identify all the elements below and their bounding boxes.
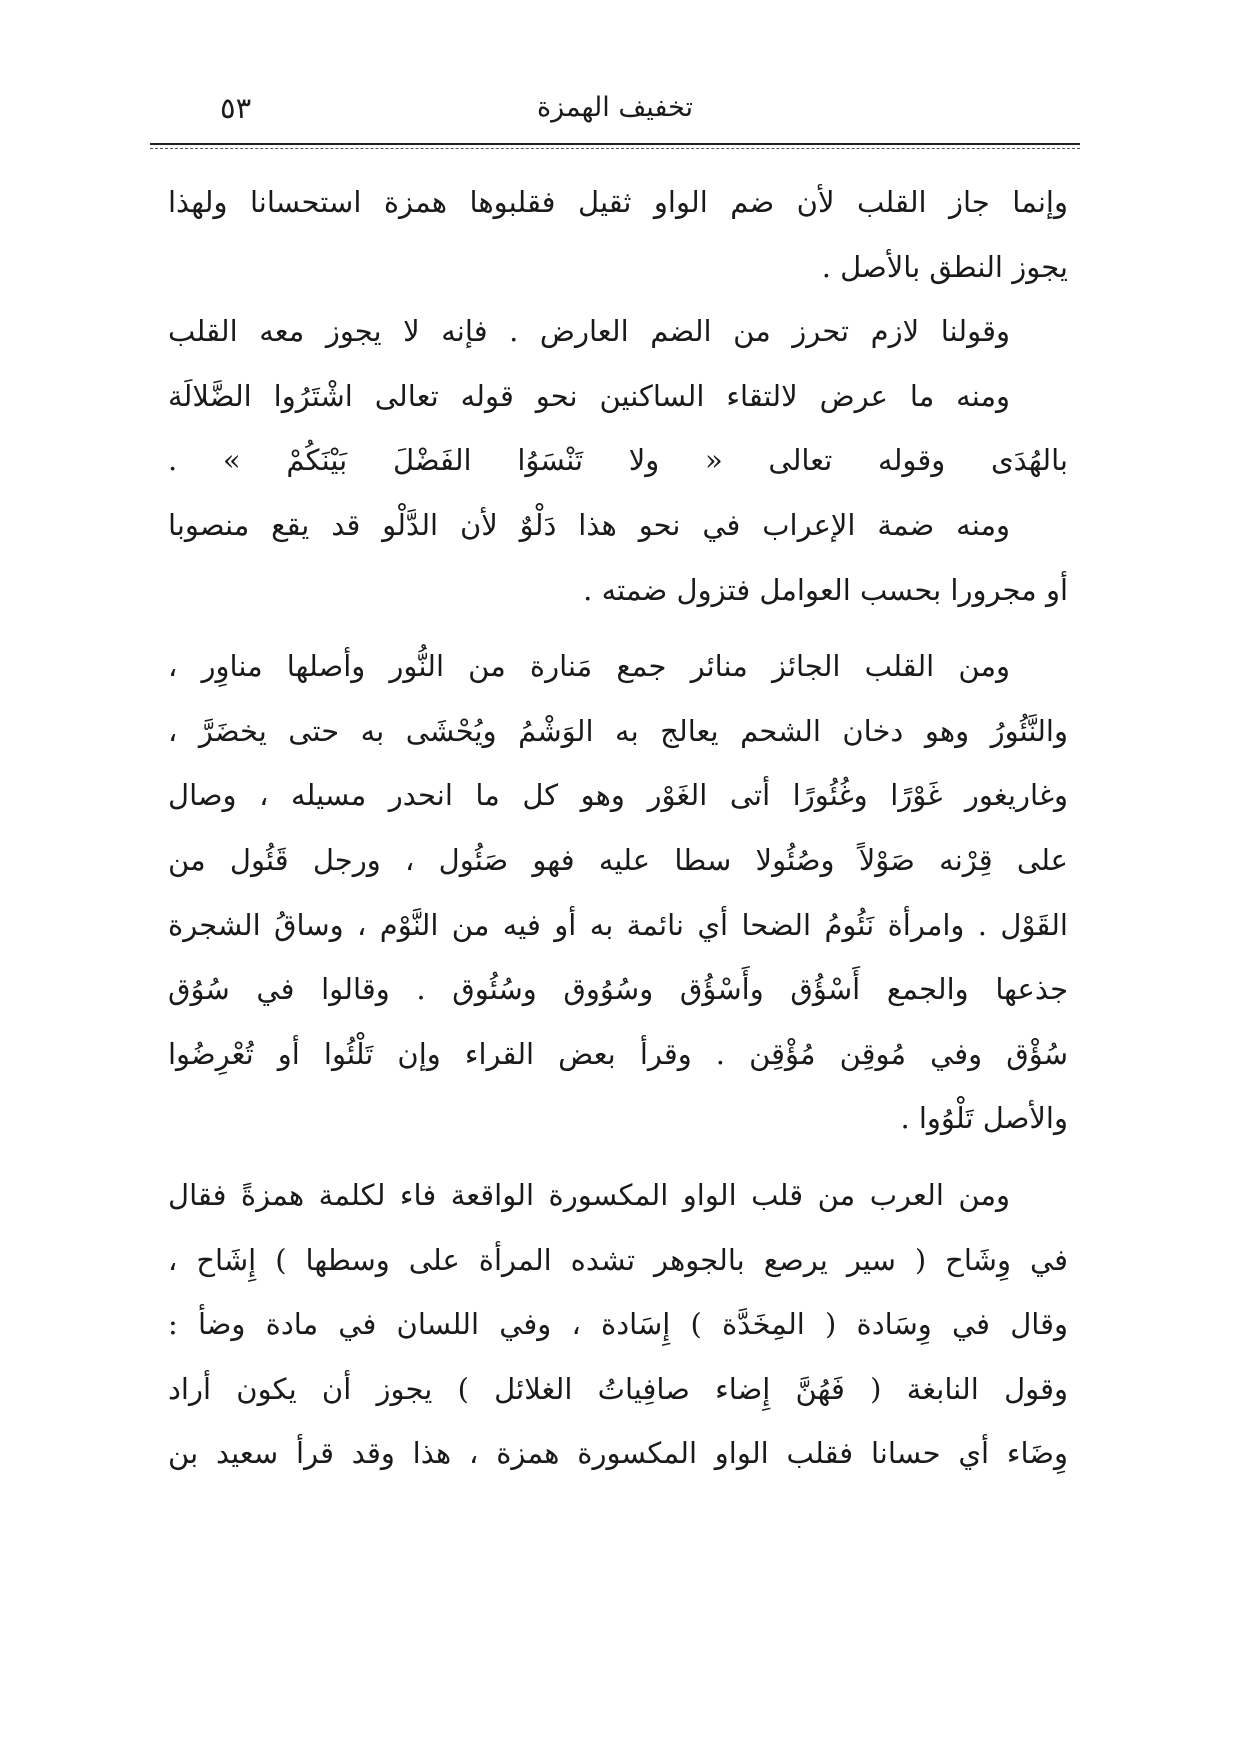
text-line: في وِشَاح ( سير يرصع بالجوهر تشده المرأة على وسطها ) إِشَاح ، [168,1242,1068,1277]
header-rule [150,143,1080,145]
text-line: ومن القلب الجائز منائر جمع مَنارة من النُّور وأصلها مناوِر ، [168,649,1010,684]
text-line: ومنه ما عرض لالتقاء الساكنين نحو قوله تعالى اشْتَرُوا الضَّلالَة [168,378,1010,413]
body-text [168,170,1068,1486]
page-number: ٥٣ [220,91,252,125]
text-line: والنَّئُورُ وهو دخان الشحم يعالج به الوَشْمُ ويُحْشَى به حتى يخضَرَّ ، [168,713,1068,748]
text-line: سُؤْق وفي مُوقِن مُؤْقِن . وقرأ بعض القراء وإن تَلْئُوا أو تُعْرِضُوا [168,1036,1068,1071]
text-line: وقال في وِسَادة ( المِخَدَّة ) إِسَادة ، وفي اللسان في مادة وضأ : [168,1307,1068,1342]
text-line: والأصل تَلْوُوا . [900,1101,1068,1136]
text-line: أو مجرورا بحسب العوامل فتزول ضمته . [583,572,1068,607]
text-line: جذعها والجمع أَسْؤُق وأَسْؤُق وسُوُوق وسُئُوق . وقالوا في سُوُق [168,972,1068,1007]
text-line: وقولنا لازم تحرز من الضم العارض . فإنه لا يجوز معه القلب [168,314,1010,349]
text-line: وإنما جاز القلب لأن ضم الواو ثقيل فقلبوها همزة استحسانا ولهذا [168,185,1068,219]
text-line: وغاريغور غَوْرًا وغُئُورًا أتى الغَوْر وهو كل ما انحدر مسيله ، وصال [168,778,1068,813]
running-header [150,86,1080,136]
text-line: بالهُدَى وقوله تعالى « ولا تَنْسَوُا الفَضْلَ بَيْنَكُمْ » . [168,443,1068,478]
text-line: وقول النابغة ( فَهُنَّ إِضاء صافِياتُ الغلائل ) يجوز أن يكون أراد [168,1371,1068,1406]
text-line: يجوز النطق بالأصل . [821,249,1068,284]
text-line: وِضَاء أي حسانا فقلب الواو المكسورة همزة ، هذا وقد قرأ سعيد بن [168,1436,1068,1471]
text-line: على قِرْنه صَوْلاً وصُئُولا سطا عليه فهو صَئُول ، ورجل قَئُول من [168,842,1068,877]
text-line: ومنه ضمة الإعراب في نحو هذا دَلْوٌ لأن الدَّلْو قد يقع منصوبا [168,507,1010,542]
text-line: القَوْل . وامرأة نَئُومُ الضحا أي نائمة به أو فيه من النَّوْم ، وساقُ الشجرة [168,907,1068,942]
text-line: ومن العرب من قلب الواو المكسورة الواقعة فاء لكلمة همزةً فقال [168,1177,1010,1212]
chapter-title: تخفيف الهمزة [536,92,694,123]
